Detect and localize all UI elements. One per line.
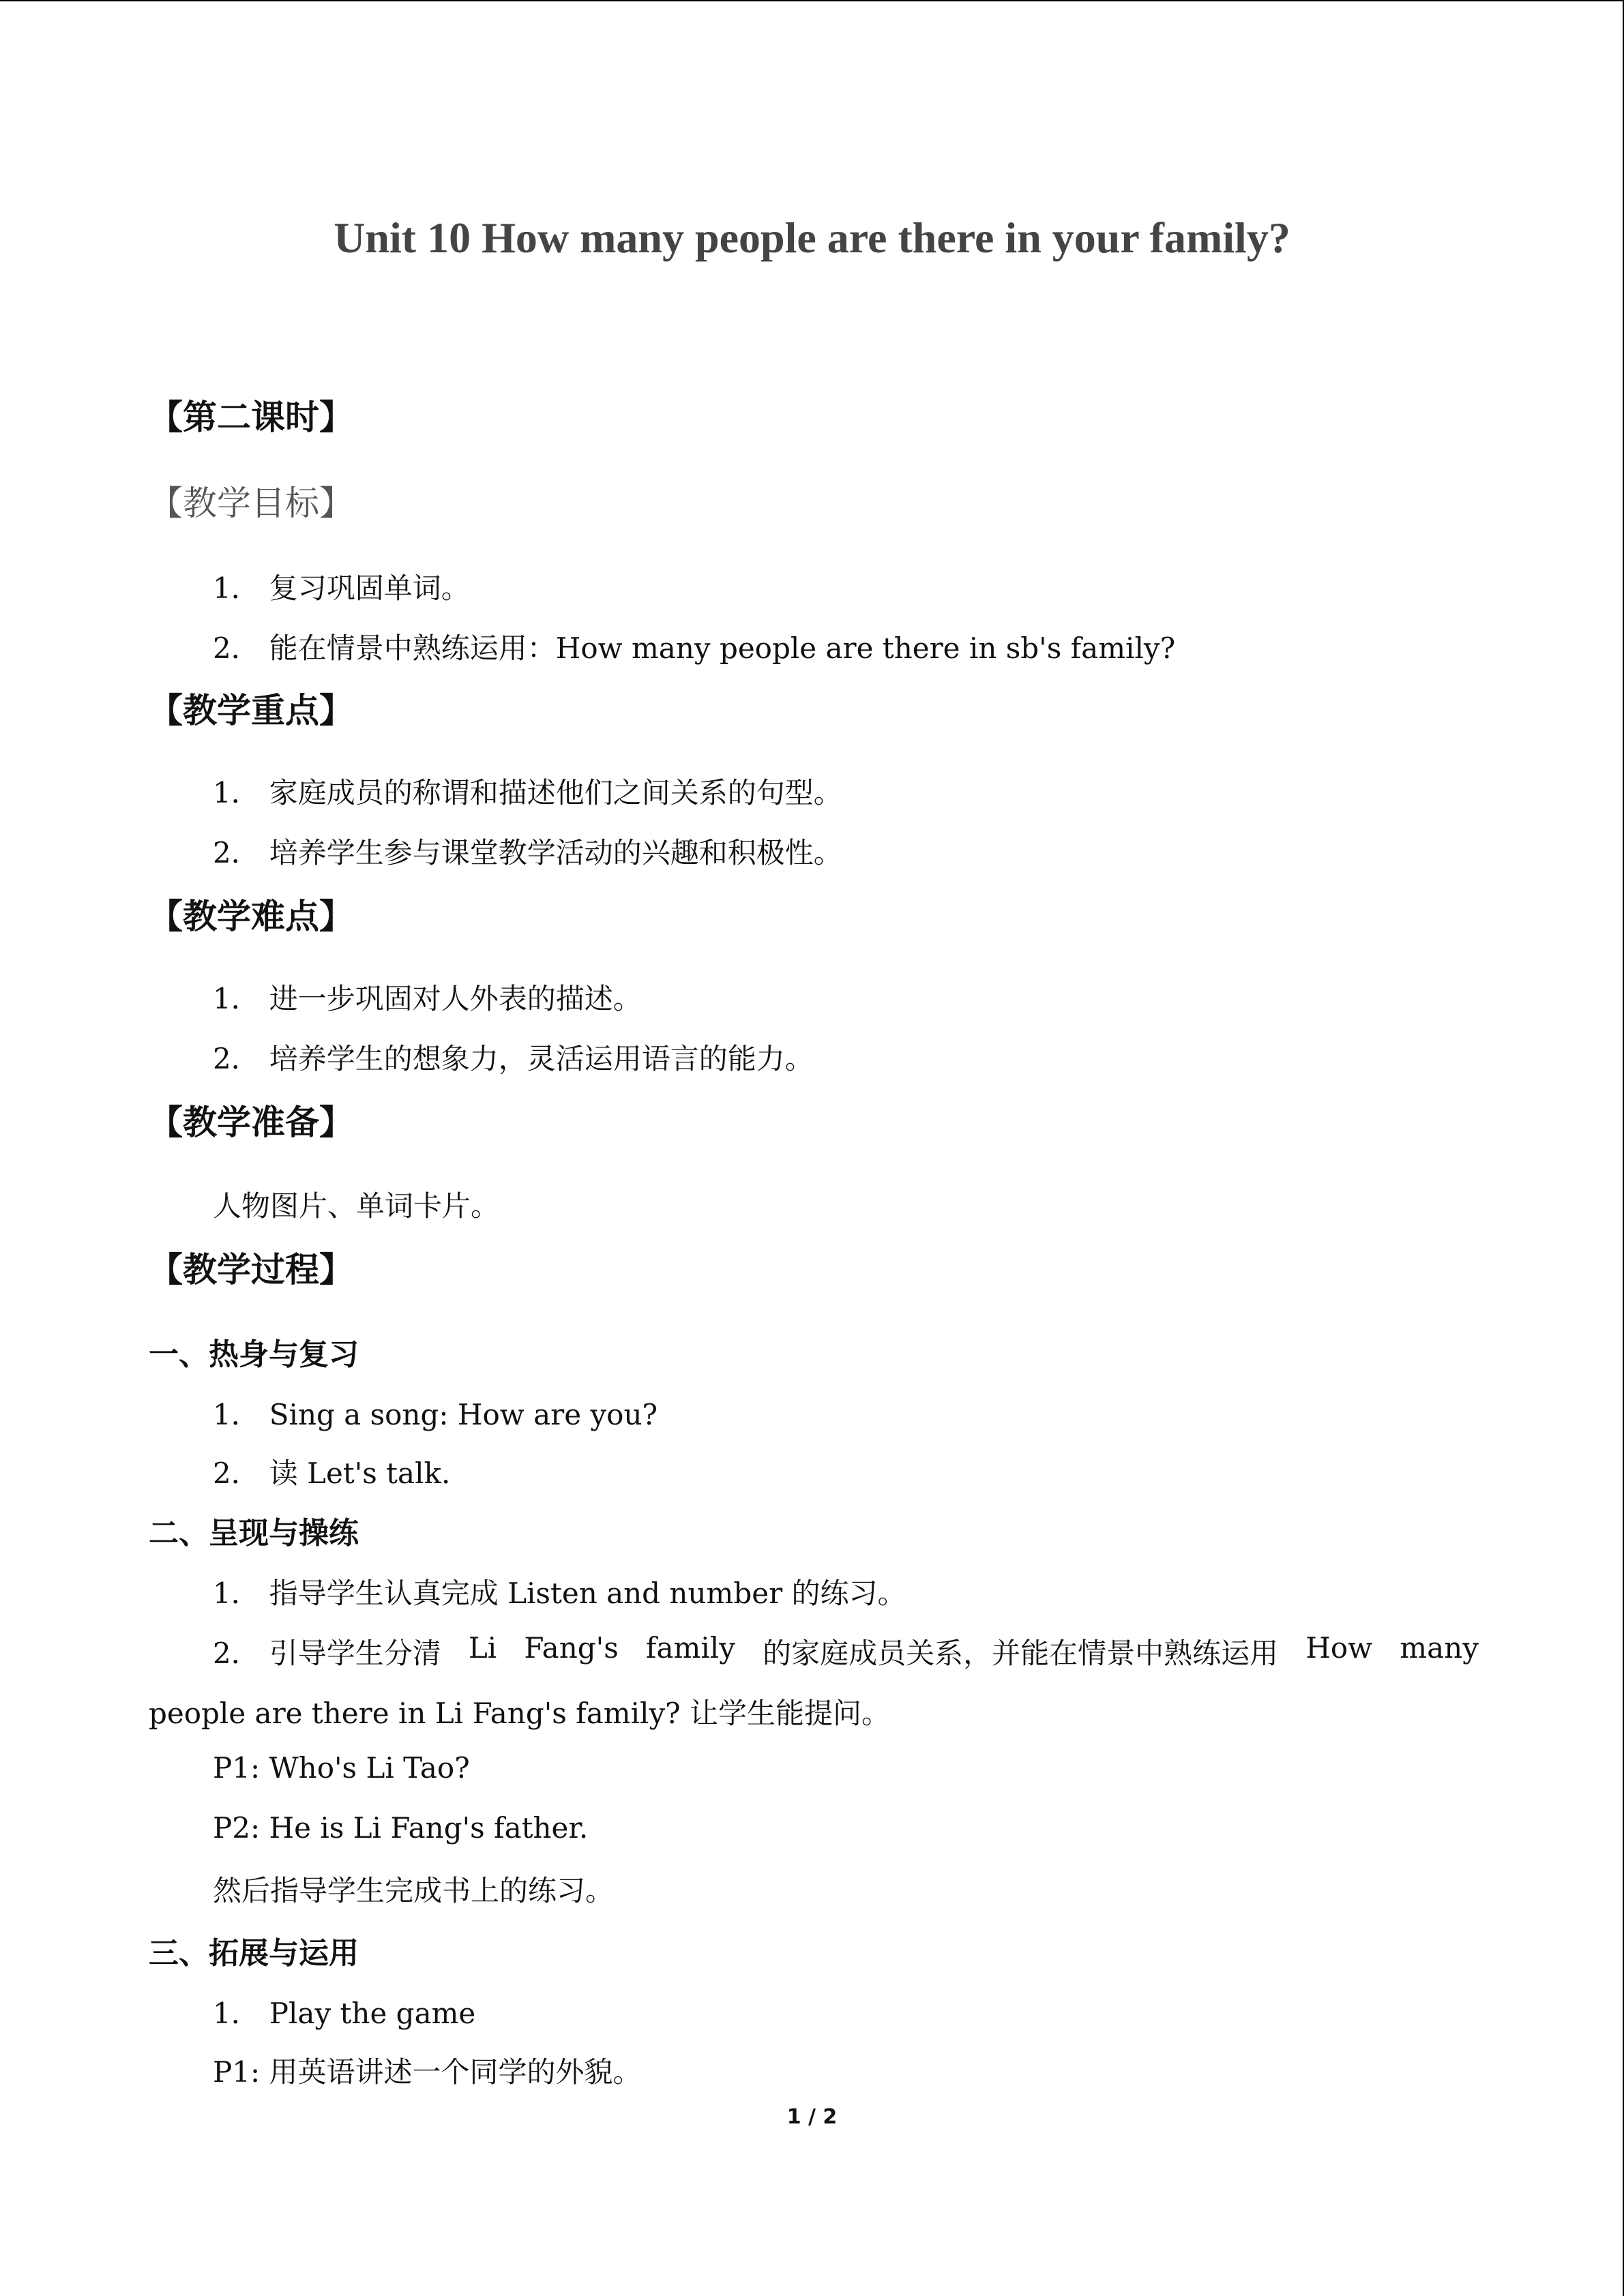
- objective-item: 2． 能在情景中熟练运用：How many people are there in sb's family?: [213, 631, 1176, 665]
- page-number: 1 / 2: [786, 2105, 838, 2129]
- presentation-followup: 然后指导学生完成书上的练习。: [213, 1874, 615, 1907]
- warmup-item: 1． Sing a song: How are you?: [213, 1398, 658, 1431]
- key-point-item: 1． 家庭成员的称谓和描述他们之间关系的句型。: [213, 776, 842, 809]
- lesson-heading: 【第二课时】: [149, 398, 353, 437]
- section-presentation-heading: 二、呈现与操练: [149, 1516, 359, 1551]
- difficulties-heading: 【教学难点】: [149, 897, 353, 936]
- preparation-text: 人物图片、单词卡片。: [213, 1189, 500, 1223]
- extension-p1: P1: 用英语讲述一个同学的外貌。: [213, 2055, 642, 2089]
- section-extension-heading: 三、拓展与运用: [149, 1936, 359, 1971]
- section-warmup-heading: 一、热身与复习: [149, 1337, 359, 1372]
- presentation-item-line: people are there in Li Fang's family? 让学生能提问。: [149, 1697, 891, 1730]
- preparation-heading: 【教学准备】: [149, 1103, 353, 1142]
- dialog-line: P2: He is Li Fang's father.: [213, 1811, 589, 1845]
- warmup-item: 2． 读 Let's talk.: [213, 1457, 451, 1490]
- presentation-item: 1． 指导学生认真完成 Listen and number 的练习。: [213, 1577, 906, 1610]
- difficulty-item: 2． 培养学生的想象力，灵活运用语言的能力。: [213, 1042, 814, 1075]
- key-point-item: 2． 培养学生参与课堂教学活动的兴趣和积极性。: [213, 836, 842, 869]
- presentation-item-line: 2． 引导学生分清 Li Fang's family 的家庭成员关系，并能在情景中熟练运用 How many: [213, 1631, 1479, 1670]
- objective-item: 1． 复习巩固单词。: [213, 571, 470, 605]
- key-points-heading: 【教学重点】: [149, 691, 353, 730]
- process-heading: 【教学过程】: [149, 1250, 353, 1289]
- objectives-heading: 【教学目标】: [149, 483, 353, 523]
- document-title: Unit 10 How many people are there in your family?: [334, 213, 1290, 262]
- extension-item: 1． Play the game: [213, 1997, 476, 2030]
- difficulty-item: 1． 进一步巩固对人外表的描述。: [213, 982, 642, 1015]
- dialog-line: P1: Who's Li Tao?: [213, 1751, 470, 1785]
